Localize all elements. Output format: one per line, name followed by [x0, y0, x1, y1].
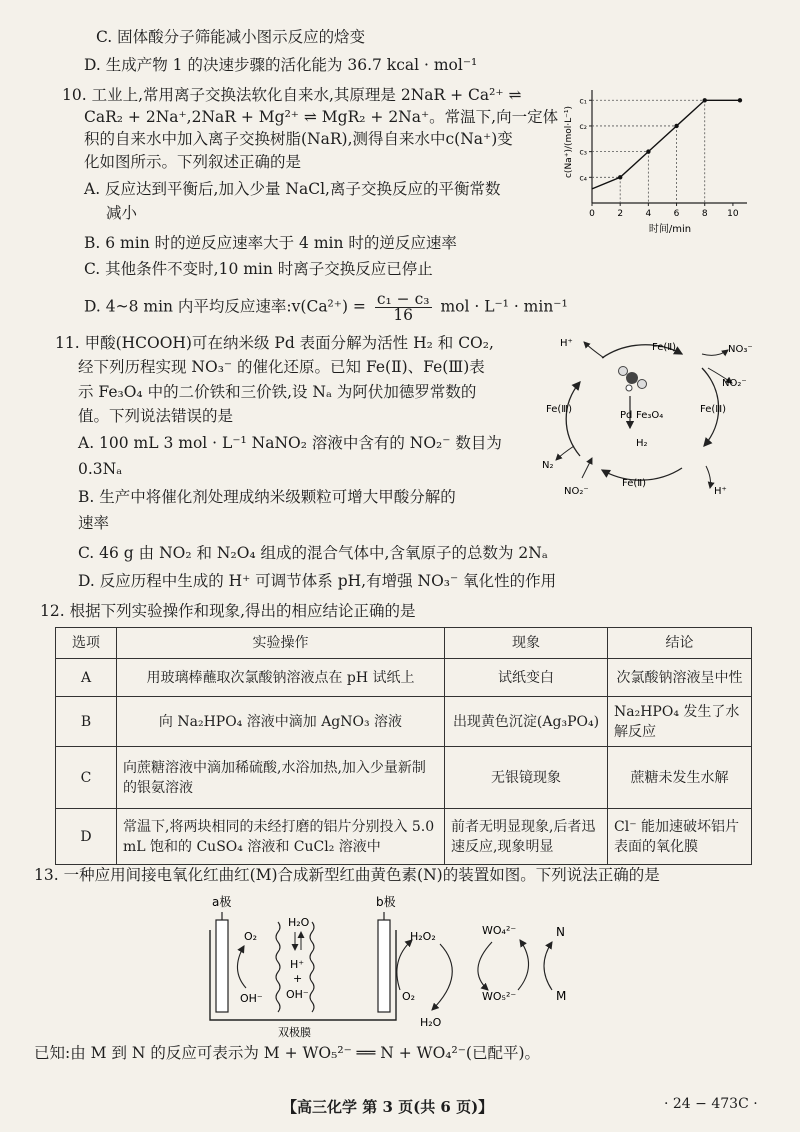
fe3-right: Fe(Ⅲ) [700, 404, 727, 415]
q13-stem: 13. 一种应用间接电氧化红曲红(M)合成新型红曲黄色素(N)的装置如图。下列说法正确的是 [34, 866, 660, 884]
nitrite-top: NO₂⁻ [722, 378, 747, 389]
q10-option-b: B. 6 min 时的逆反应速率大于 4 min 时的逆反应速率 [84, 234, 457, 252]
proton-out-top-arrow [584, 342, 604, 358]
peroxotungstate-label: WO₅²⁻ [482, 990, 517, 1003]
x-tick-label: 8 [701, 209, 708, 219]
x-tick-label: 0 [589, 209, 595, 219]
nitrogen-out-arrow [556, 446, 574, 460]
reactant-m: M [556, 989, 567, 1003]
row-option: D [56, 809, 117, 865]
q10-stem-line1: 10. 工业上,常用离子交换法软化自来水,其原理是 2NaR + Ca²⁺ ⇌ [62, 86, 522, 104]
table-row [56, 747, 752, 809]
electrolysis-cell-diagram [200, 890, 590, 1040]
header-option: 选项 [56, 628, 117, 659]
nitrate-top: NO₃⁻ [728, 344, 753, 355]
plus-sign: + [293, 972, 303, 985]
tungstate-cycle-arrow-up [518, 940, 529, 990]
fe3-left: Fe(Ⅲ) [546, 404, 573, 415]
q11-stem-line1: 11. 甲酸(HCOOH)可在纳米级 Pd 表面分解为活性 H₂ 和 CO₂, [55, 334, 494, 352]
table-row [56, 809, 752, 865]
q11-option-c: C. 46 g 由 NO₂ 和 N₂O₄ 组成的混合气体中,含氧原子的总数为 2Nₐ [78, 544, 548, 562]
electrode-b-label: b极 [376, 895, 396, 909]
fraction-denominator: 16 [393, 306, 414, 324]
nitrite-in-arrow [582, 458, 592, 478]
hydroxide-left: OH⁻ [240, 992, 263, 1005]
row-option: A [56, 659, 117, 697]
oxidation-arrow-left [237, 946, 246, 988]
q9-option-c: C. 固体酸分子筛能减小图示反应的焓变 [96, 28, 366, 46]
fe3o4-label: Fe₃O₄ [636, 410, 664, 421]
x-tick-label: 6 [673, 209, 680, 219]
q11-option-d: D. 反应历程中生成的 H⁺ 可调节体系 pH,有增强 NO₃⁻ 氧化性的作用 [78, 572, 557, 590]
oxygen-atom-icon [619, 367, 628, 376]
q11-option-a: A. 100 mL 3 mol · L⁻¹ NaNO₂ 溶液中含有的 NO₂⁻ 数目为 [78, 434, 502, 452]
data-point [738, 98, 742, 102]
nitrite-bottom: NO₂⁻ [564, 486, 589, 497]
n2-label: N₂ [542, 460, 554, 471]
q10-stem-line4: 化如图所示。下列叙述正确的是 [84, 153, 302, 171]
x-tick-label: 2 [617, 209, 624, 219]
header-operation: 实验操作 [117, 628, 445, 659]
row-option: B [56, 697, 117, 747]
catalytic-cycle-diagram [532, 328, 772, 508]
page-footer: 【高三化学 第 3 页(共 6 页)】 [282, 1098, 494, 1116]
x-tick-label: 10 [727, 209, 739, 219]
pd-label: Pd [620, 410, 633, 421]
tungstate-cycle-arrow-down [478, 942, 492, 990]
row-operation: 向 Na₂HPO₄ 溶液中滴加 AgNO₃ 溶液 [117, 697, 445, 747]
table-row [56, 697, 752, 747]
hydroxide-mid: OH⁻ [286, 988, 309, 1001]
q11-stem-line2: 经下列历程实现 NO₃⁻ 的催化还原。已知 Fe(Ⅱ)、Fe(Ⅲ)表 [78, 358, 485, 376]
peroxide-consume-arrow [432, 944, 452, 1010]
oxygen-right: O₂ [402, 990, 416, 1003]
peroxide-label: H₂O₂ [410, 930, 436, 943]
tungstate-label: WO₄²⁻ [482, 924, 517, 937]
row-conclusion: 次氯酸钠溶液呈中性 [608, 659, 752, 697]
h-plus-top: H⁺ [560, 338, 573, 349]
row-operation: 向蔗糖溶液中滴加稀硫酸,水浴加热,加入少量新制的银氨溶液 [117, 747, 445, 809]
membrane-left-wave [276, 922, 280, 1012]
row-conclusion: Cl⁻ 能加速破坏铝片表面的氧化膜 [608, 809, 752, 865]
membrane-right-wave [310, 922, 314, 1012]
y-tick-label: c₃ [579, 147, 587, 157]
table-row [56, 659, 752, 697]
row-option: C [56, 747, 117, 809]
water-mid: H₂O [288, 916, 310, 929]
header-phenomenon: 现象 [445, 628, 608, 659]
experiment-table [55, 627, 752, 865]
row-conclusion: Na₂HPO₄ 发生了水解反应 [608, 697, 752, 747]
header-conclusion: 结论 [608, 628, 752, 659]
cycle-arc-left [566, 382, 580, 456]
q11-option-a-cont: 0.3Nₐ [78, 460, 123, 478]
q10-option-c: C. 其他条件不变时,10 min 时离子交换反应已停止 [84, 260, 433, 278]
cell-container [210, 930, 396, 1020]
nitrate-in-arrow [702, 350, 728, 355]
q10-stem-line2: CaR₂ + 2Na⁺,2NaR + Mg²⁺ ⇌ MgR₂ + 2Na⁺。常温下,向一定体 [84, 108, 559, 126]
row-phenomenon: 出现黄色沉淀(Ag₃PO₄) [445, 697, 608, 747]
electrode-a-label: a极 [212, 895, 232, 909]
row-phenomenon: 前者无明显现象,后者迅速反应,现象明显 [445, 809, 608, 865]
chart-plot-area [564, 90, 747, 235]
hydrogen-atom-icon [626, 385, 632, 391]
concentration-chart [562, 82, 762, 242]
q11-option-b: B. 生产中将催化剂处理成纳米级颗粒可增大甲酸分解的 [78, 488, 456, 506]
product-n: N [556, 925, 565, 939]
q11-stem-line4: 值。下列说法错误的是 [78, 407, 234, 425]
q12-title: 12. 根据下列实验操作和现象,得出的相应结论正确的是 [40, 602, 416, 620]
q10-option-d-text: D. 4~8 min 内平均反应速率:v(Ca²⁺) = [84, 297, 366, 316]
row-operation: 常温下,将两块相同的未经打磨的铝片分别投入 5.0 mL 饱和的 CuSO₄ 溶液和 CuCl₂ 溶液中 [117, 809, 445, 865]
row-phenomenon: 试纸变白 [445, 659, 608, 697]
y-tick-label: c₁ [579, 96, 587, 106]
chart-xlabel: 时间/min [648, 224, 692, 235]
x-tick-label: 4 [645, 209, 652, 219]
q9-option-d: D. 生成产物 1 的决速步骤的活化能为 36.7 kcal · mol⁻¹ [84, 56, 478, 74]
series-line [592, 100, 740, 189]
q11-stem-line3: 示 Fe₃O₄ 中的二价铁和三价铁,设 Nₐ 为阿伏加德罗常数的 [78, 383, 477, 401]
q10-stem-line3: 积的自来水中加入离子交换树脂(NaR),测得自来水中c(Na⁺)变 [84, 130, 513, 148]
fe2-top: Fe(Ⅱ) [652, 342, 677, 353]
q13-known: 已知:由 M 到 N 的反应可表示为 M + WO₅²⁻ ══ N + WO₄²⁻(已配平)。 [34, 1044, 541, 1062]
data-point [646, 149, 650, 153]
table-header-row [56, 628, 752, 659]
water-product: H₂O [420, 1016, 442, 1029]
m-to-n-arrow [544, 942, 552, 990]
q11-option-b-cont: 速率 [78, 514, 110, 532]
row-conclusion: 蔗糖未发生水解 [608, 747, 752, 809]
chart-ylabel: c(Na⁺)/(mol·L⁻¹) [564, 105, 574, 179]
paper-code: · 24 − 473C · [664, 1096, 758, 1112]
q10-option-a: A. 反应达到平衡后,加入少量 NaCl,离子交换反应的平衡常数 [84, 180, 501, 198]
electrode-a [216, 920, 228, 1012]
oxygen-left: O₂ [244, 930, 258, 943]
proton-out-bottom-arrow [706, 466, 711, 488]
y-tick-label: c₄ [579, 173, 587, 183]
bipolar-membrane-label: 双极膜 [278, 1026, 311, 1039]
oxygen-atom-icon [638, 380, 647, 389]
h-plus-bottom: H⁺ [714, 486, 727, 497]
q10-option-a-cont: 减小 [106, 204, 138, 222]
fe2-bottom: Fe(Ⅱ) [622, 478, 647, 489]
electrode-b [378, 920, 390, 1012]
carbon-atom-icon [626, 372, 638, 384]
y-tick-label: c₂ [579, 121, 587, 131]
fraction-numerator: c₁ − c₃ [376, 290, 430, 308]
proton-mid: H⁺ [290, 958, 305, 971]
data-point [674, 124, 678, 128]
q10-option-d [84, 292, 568, 323]
data-point [618, 175, 622, 179]
data-point [703, 98, 707, 102]
row-operation: 用玻璃棒蘸取次氯酸钠溶液点在 pH 试纸上 [117, 659, 445, 697]
rate-unit: mol · L⁻¹ · min⁻¹ [440, 297, 568, 316]
rate-fraction [375, 292, 432, 323]
row-phenomenon: 无银镜现象 [445, 747, 608, 809]
h2-label: H₂ [636, 438, 648, 449]
reduction-arrow-right [397, 940, 412, 990]
